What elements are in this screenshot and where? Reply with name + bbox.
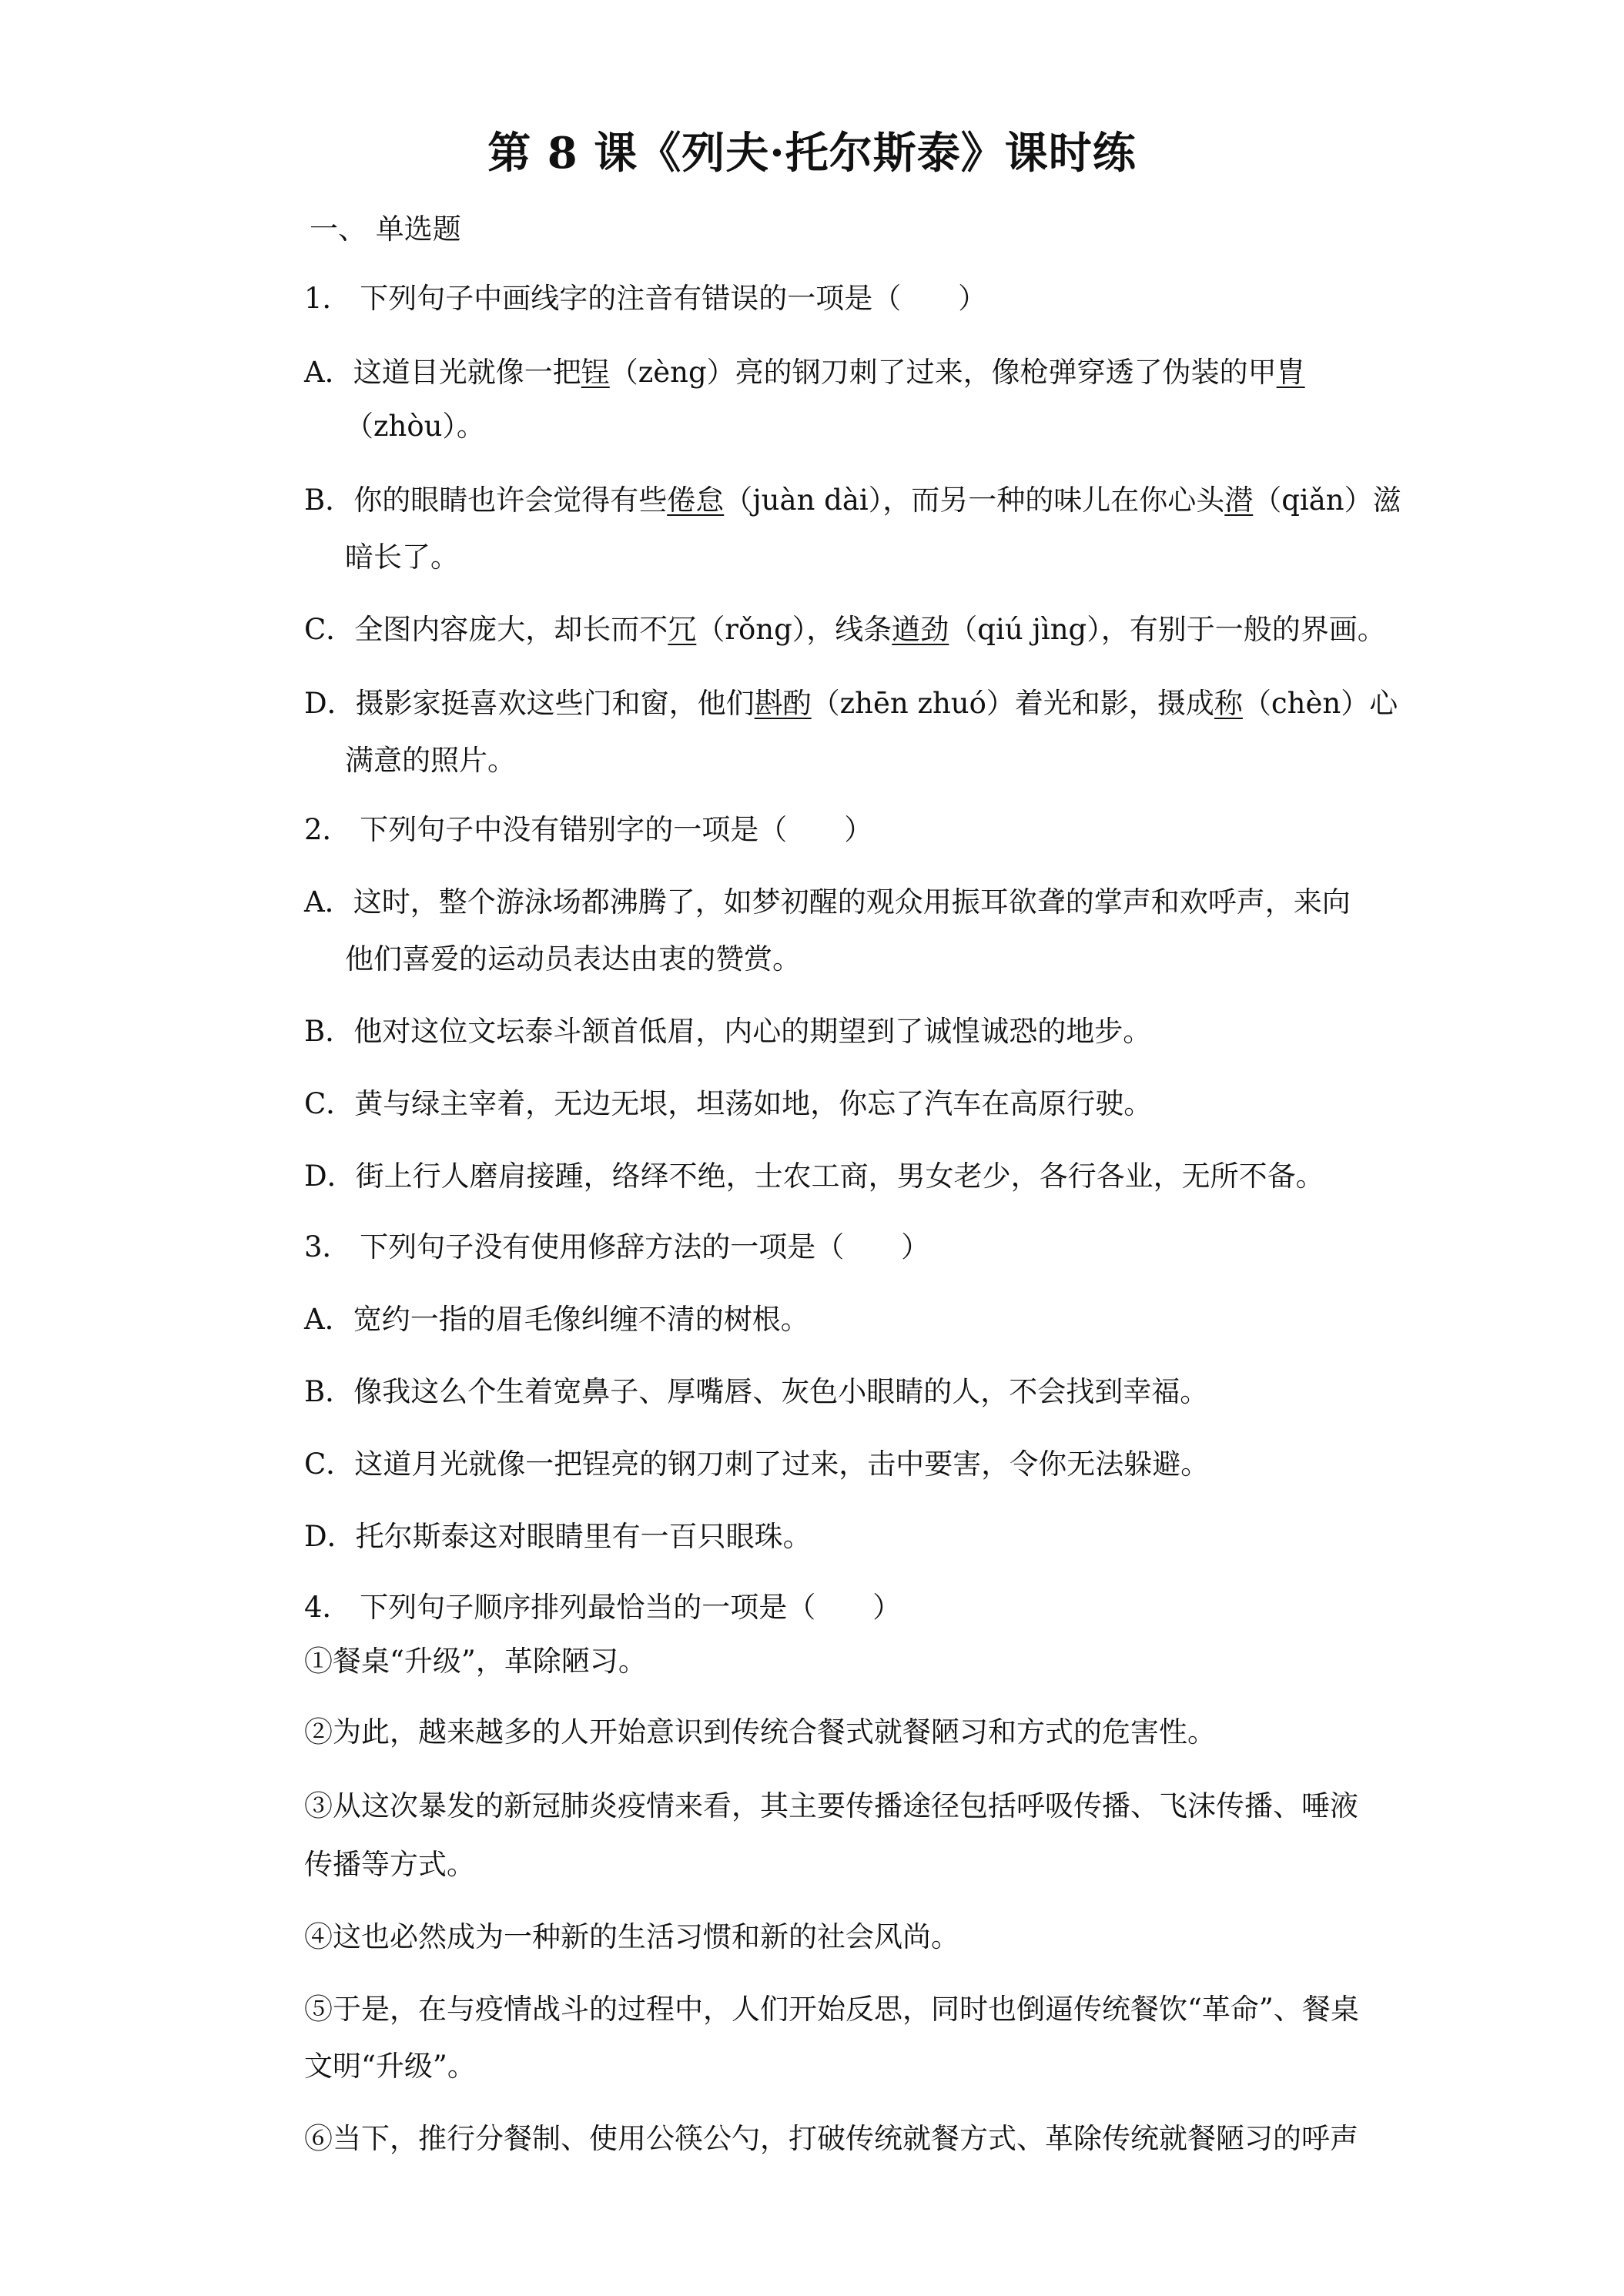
q3-option-c: C．这道月光就像一把锃亮的钢刀刺了过来，击中要害，令你无法躲避。 [304, 1448, 1210, 1481]
q3-option-a: A．宽约一指的眉毛像纠缠不清的树根。 [304, 1303, 809, 1336]
q4-sentence-5-cont: 文明“升级”。 [304, 2050, 476, 2083]
text: （chèn）心 [1242, 687, 1398, 720]
q1-option-a [304, 356, 1305, 390]
q4-sentence-3: ③从这次暴发的新冠肺炎疫情来看，其主要传播途径包括呼吸传播、飞沫传播、唾液 [304, 1789, 1358, 1822]
underlined-char: 锃 [581, 356, 610, 389]
question-3-stem: 3． 下列句子没有使用修辞方法的一项是（ ） [304, 1230, 930, 1263]
q4-sentence-3-cont: 传播等方式。 [304, 1848, 475, 1881]
underlined-word: 倦怠 [667, 484, 725, 517]
section-heading: 一、 单选题 [310, 213, 461, 246]
q1-option-b-cont: 暗长了。 [345, 541, 459, 574]
text: （juàn dài），而另一种的味儿在你心头 [724, 484, 1225, 517]
text: （rǒng），线条 [696, 613, 892, 646]
q2-option-d: D．街上行人磨肩接踵，络绎不绝，士农工商，男女老少，各行各业，无所不备。 [304, 1160, 1324, 1193]
q1-option-b [304, 484, 1401, 517]
text: （qiǎn）滋 [1253, 484, 1401, 517]
q3-option-d: D．托尔斯泰这对眼睛里有一百只眼珠。 [304, 1520, 812, 1553]
q1-option-c [304, 613, 1386, 647]
question-4-stem: 4． 下列句子顺序排列最恰当的一项是（ ） [304, 1591, 902, 1624]
q1-option-a-cont: （zhòu）。 [345, 410, 485, 443]
q4-sentence-5: ⑤于是，在与疫情战斗的过程中，人们开始反思，同时也倒逼传统餐饮“革命”、餐桌 [304, 1993, 1359, 2026]
q3-option-b: B．像我这么个生着宽鼻子、厚嘴唇、灰色小眼睛的人，不会找到幸福。 [304, 1375, 1209, 1408]
underlined-char: 胄 [1276, 356, 1305, 389]
question-1-stem: 1． 下列句子中画线字的注音有错误的一项是（ ） [304, 282, 987, 315]
text: C．全图内容庞大，却长而不 [304, 613, 668, 646]
text: （qiú jìng），有别于一般的界画。 [949, 613, 1386, 646]
q2-option-a: A．这时，整个游泳场都沸腾了，如梦初醒的观众用振耳欲聋的掌声和欢呼声，来向 [304, 885, 1351, 919]
text: B．你的眼睛也许会觉得有些 [304, 484, 668, 517]
underlined-char: 冗 [668, 613, 697, 646]
q2-option-b: B．他对这位文坛泰斗颔首低眉，内心的期望到了诚惶诚恐的地步。 [304, 1015, 1152, 1048]
q4-sentence-6: ⑥当下，推行分餐制、使用公筷公勺，打破传统就餐方式、革除传统就餐陋习的呼声 [304, 2122, 1358, 2155]
q2-option-a-cont: 他们喜爱的运动员表达由衷的赞赏。 [345, 942, 801, 976]
q2-option-c: C．黄与绿主宰着，无边无垠，坦荡如地，你忘了汽车在高原行驶。 [304, 1087, 1153, 1120]
q4-sentence-4: ④这也必然成为一种新的生活习惯和新的社会风尚。 [304, 1920, 959, 1953]
page-title: 第 8 课《列夫·托尔斯泰》课时练 [487, 128, 1137, 179]
text: D．摄影家挺喜欢这些门和窗，他们 [304, 687, 755, 720]
question-2-stem: 2． 下列句子中没有错别字的一项是（ ） [304, 813, 873, 846]
underlined-char: 潜 [1224, 484, 1254, 517]
underlined-word: 斟酌 [754, 687, 812, 720]
q4-sentence-2: ②为此，越来越多的人开始意识到传统合餐式就餐陋习和方式的危害性。 [304, 1715, 1216, 1749]
text: （zhēn zhuó）着光和影，摄成 [811, 687, 1214, 720]
underlined-char: 称 [1214, 687, 1243, 720]
text: （zèng）亮的钢刀刺了过来，像枪弹穿透了伪装的甲 [609, 356, 1277, 389]
q1-option-d [304, 687, 1398, 721]
underlined-word: 遒劲 [892, 613, 949, 646]
q1-option-d-cont: 满意的照片。 [345, 744, 516, 777]
text: A．这道目光就像一把 [304, 356, 581, 389]
q4-sentence-1: ①餐桌“升级”，革除陋习。 [304, 1645, 647, 1678]
